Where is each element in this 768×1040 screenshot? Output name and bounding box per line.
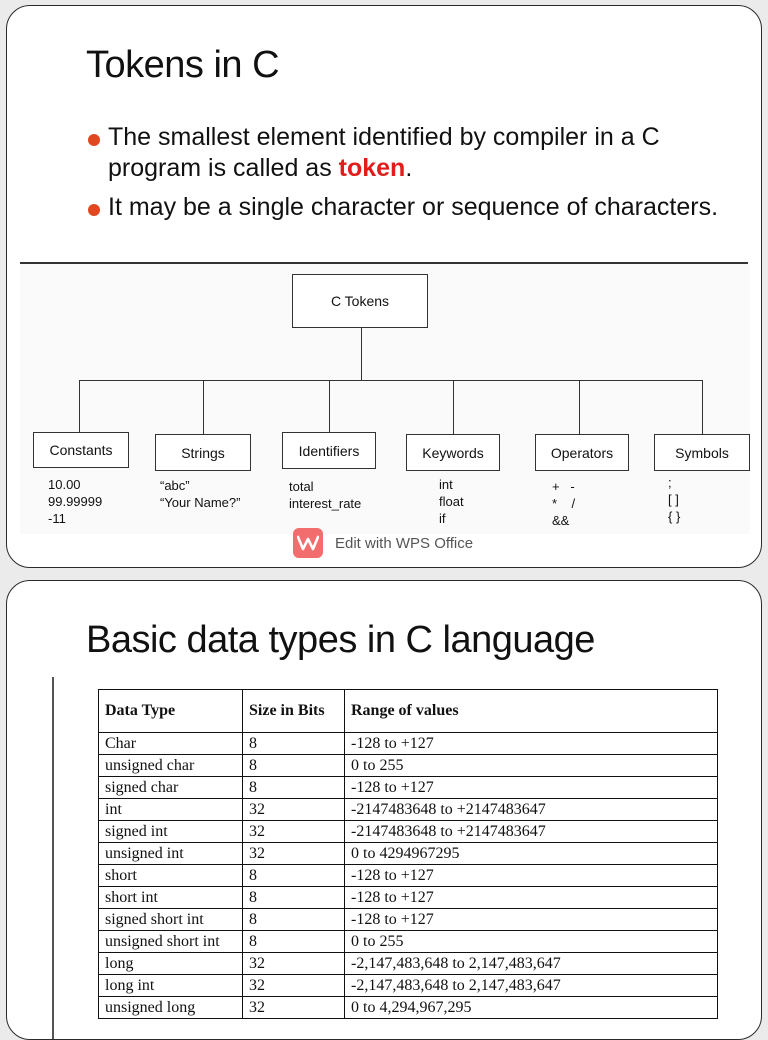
cell-range: -2,147,483,648 to 2,147,483,647 xyxy=(345,953,718,975)
cell-size-bits: 32 xyxy=(243,799,345,821)
examples-symbols: ; [ ] { } xyxy=(668,475,681,524)
cell-data-type: unsigned char xyxy=(99,755,243,777)
cell-range: -2147483648 to +2147483647 xyxy=(345,821,718,843)
cell-data-type: long xyxy=(99,953,243,975)
column-header: Range of values xyxy=(345,690,718,733)
tokens-diagram xyxy=(20,264,750,534)
highlight-token: token xyxy=(338,154,406,182)
wps-watermark[interactable] xyxy=(293,528,473,558)
page-margin-line xyxy=(52,677,54,1040)
connector xyxy=(453,380,454,434)
cell-size-bits: 8 xyxy=(243,733,345,755)
wps-logo-icon xyxy=(293,528,323,558)
connector xyxy=(702,380,703,434)
table-row xyxy=(99,821,718,843)
cell-range: 0 to 255 xyxy=(345,755,718,777)
table-row xyxy=(99,887,718,909)
table-body xyxy=(99,733,718,1019)
bullet-list xyxy=(86,122,746,231)
cell-range: -128 to +127 xyxy=(345,909,718,931)
cell-data-type: long int xyxy=(99,975,243,997)
cell-data-type: unsigned short int xyxy=(99,931,243,953)
bullet-text: It may be a single character or sequence of characters. xyxy=(108,193,719,221)
connector xyxy=(79,380,80,432)
cell-data-type: signed int xyxy=(99,821,243,843)
bullet-text: The smallest element identified by compiler in a C program is called as xyxy=(108,123,660,182)
cell-size-bits: 8 xyxy=(243,931,345,953)
cell-size-bits: 32 xyxy=(243,997,345,1019)
table-row xyxy=(99,953,718,975)
table-row xyxy=(99,975,718,997)
node-constants: Constants xyxy=(33,432,129,468)
table-row xyxy=(99,909,718,931)
cell-range: -128 to +127 xyxy=(345,887,718,909)
cell-data-type: signed char xyxy=(99,777,243,799)
cell-size-bits: 32 xyxy=(243,843,345,865)
cell-data-type: signed short int xyxy=(99,909,243,931)
table-row xyxy=(99,843,718,865)
table-row xyxy=(99,799,718,821)
cell-range: -2,147,483,648 to 2,147,483,647 xyxy=(345,975,718,997)
connector xyxy=(579,380,580,434)
cell-range: -2147483648 to +2147483647 xyxy=(345,799,718,821)
cell-size-bits: 8 xyxy=(243,887,345,909)
slide-title: Tokens in C xyxy=(86,44,280,86)
node-operators: Operators xyxy=(535,434,629,471)
root-node: C Tokens xyxy=(292,274,428,328)
cell-size-bits: 8 xyxy=(243,755,345,777)
examples-strings: “abc” “Your Name?” xyxy=(160,478,241,510)
slide-data-types xyxy=(6,580,762,1040)
cell-size-bits: 32 xyxy=(243,953,345,975)
cell-range: -128 to +127 xyxy=(345,865,718,887)
cell-size-bits: 8 xyxy=(243,865,345,887)
table-row xyxy=(99,777,718,799)
bullet-item xyxy=(86,192,746,223)
examples-constants: 10.00 99.99999 -11 xyxy=(48,477,103,526)
slide-title: Basic data types in C language xyxy=(86,619,595,661)
column-header: Data Type xyxy=(99,690,243,733)
node-identifiers: Identifiers xyxy=(282,432,376,469)
examples-identifiers: total interest_rate xyxy=(289,479,362,511)
column-header: Size in Bits xyxy=(243,690,345,733)
cell-data-type: unsigned int xyxy=(99,843,243,865)
connector xyxy=(361,328,362,381)
connector xyxy=(329,380,330,432)
cell-data-type: int xyxy=(99,799,243,821)
table-header-row xyxy=(99,690,718,733)
cell-data-type: Char xyxy=(99,733,243,755)
table-row xyxy=(99,733,718,755)
node-strings: Strings xyxy=(155,434,251,471)
examples-operators: + - * / && xyxy=(552,479,576,528)
table-row xyxy=(99,997,718,1019)
cell-range: 0 to 255 xyxy=(345,931,718,953)
connector xyxy=(79,380,703,381)
cell-range: -128 to +127 xyxy=(345,777,718,799)
cell-size-bits: 32 xyxy=(243,975,345,997)
table-row xyxy=(99,865,718,887)
cell-size-bits: 32 xyxy=(243,821,345,843)
cell-size-bits: 8 xyxy=(243,777,345,799)
examples-keywords: int float if xyxy=(439,477,464,526)
bullet-dot-icon xyxy=(88,134,100,146)
table-row xyxy=(99,755,718,777)
cell-range: 0 to 4294967295 xyxy=(345,843,718,865)
node-keywords: Keywords xyxy=(406,434,500,471)
data-types-table xyxy=(98,689,718,1019)
cell-data-type: short int xyxy=(99,887,243,909)
cell-data-type: unsigned long xyxy=(99,997,243,1019)
connector xyxy=(203,380,204,434)
bullet-item xyxy=(86,122,746,184)
cell-range: 0 to 4,294,967,295 xyxy=(345,997,718,1019)
wps-label: Edit with WPS Office xyxy=(335,534,474,552)
cell-range: -128 to +127 xyxy=(345,733,718,755)
table-row xyxy=(99,931,718,953)
bullet-dot-icon xyxy=(88,204,100,216)
node-symbols: Symbols xyxy=(654,434,750,471)
cell-data-type: short xyxy=(99,865,243,887)
bullet-text-end: . xyxy=(405,154,413,182)
cell-size-bits: 8 xyxy=(243,909,345,931)
slide-tokens xyxy=(6,5,762,568)
